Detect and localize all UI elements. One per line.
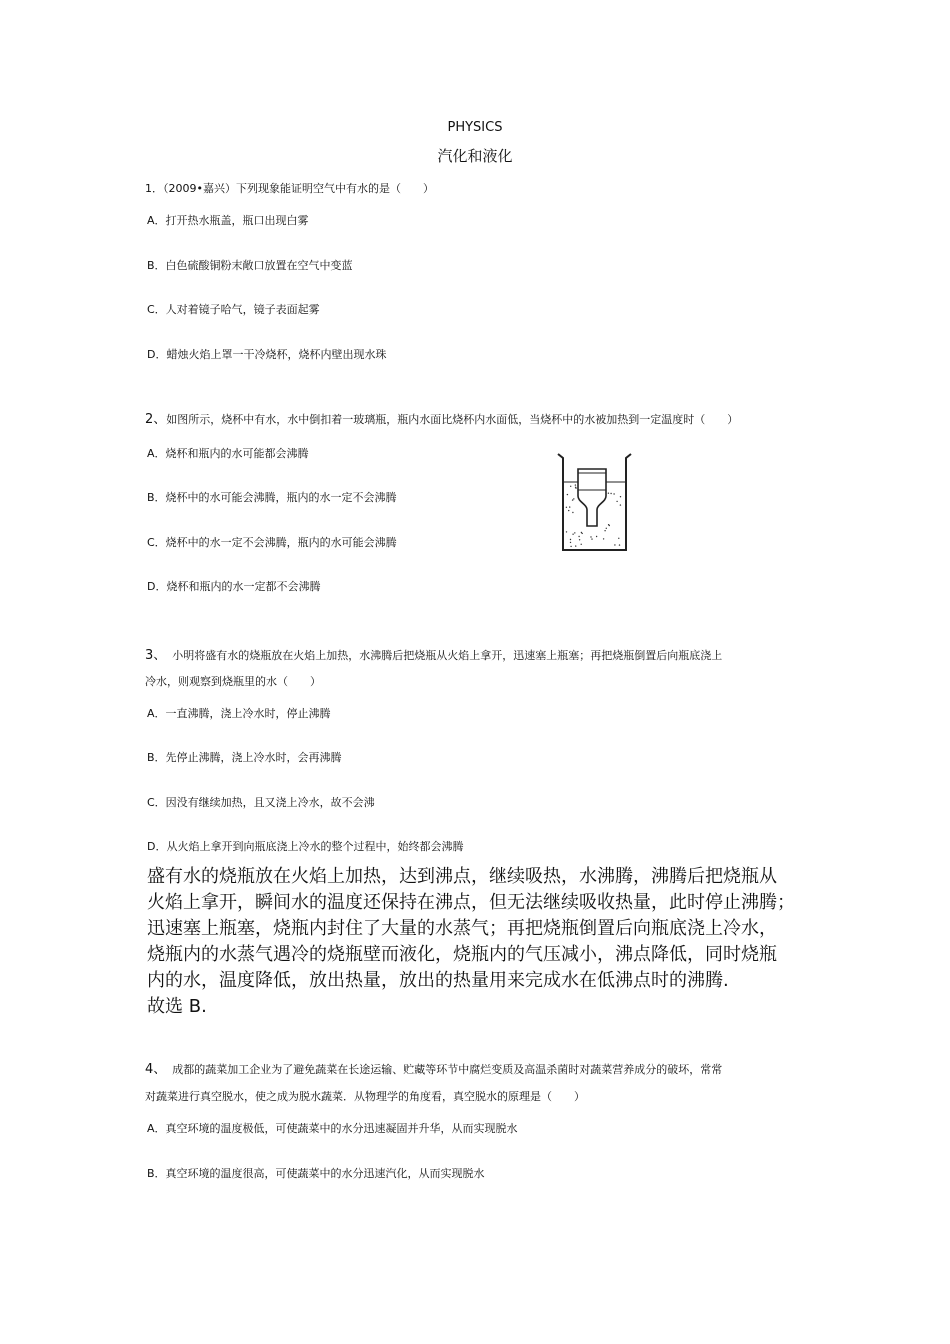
question-3-option-a[interactable]: A．一直沸腾，浇上冷水时，停止沸腾 <box>147 707 331 720</box>
water-dot <box>606 528 607 529</box>
water-dot <box>575 487 576 488</box>
question-4-stem-line-1: 成都的蔬菜加工企业为了避免蔬菜在长途运输、贮藏等环节中腐烂变质及高温杀菌时对蔬菜营养成分的破坏，常常 <box>172 1063 723 1076</box>
question-2-stem-row <box>145 408 738 427</box>
water-dot <box>616 501 617 502</box>
water-dot <box>566 531 567 532</box>
water-dot <box>574 532 575 533</box>
answer-explanation <box>147 864 795 1020</box>
water-dot <box>575 484 576 485</box>
answer-line-6: 故选 B. <box>147 996 207 1017</box>
question-1-option-d[interactable]: D．蜡烛火焰上罩一干冷烧杯，烧杯内壁出现水珠 <box>147 348 387 361</box>
question-2-number: 2、 <box>145 412 167 427</box>
water-dot <box>567 494 568 495</box>
water-dot <box>572 534 573 535</box>
question-4-stem-row <box>145 1058 722 1077</box>
water-dot <box>608 493 609 494</box>
question-1-option-b[interactable]: B．白色硫酸铜粉末敞口放置在空气中变蓝 <box>147 259 353 272</box>
water-dot <box>570 542 571 543</box>
water-dot <box>566 507 567 508</box>
water-dot <box>620 504 621 505</box>
question-1-stem: 1．（2009•嘉兴）下列现象能证明空气中有水的是（ ） <box>145 182 434 195</box>
question-3-option-d[interactable]: D．从火焰上拿开到向瓶底浇上冷水的整个过程中，始终都会沸腾 <box>147 840 464 853</box>
question-2-option-b[interactable]: B．烧杯中的水可能会沸腾，瓶内的水一定不会沸腾 <box>147 491 397 504</box>
answer-line-2: 火焰上拿开，瞬间水的温度还保持在沸点，但无法继续吸收热量，此时停止沸腾； <box>147 892 795 913</box>
answer-line-3: 迅速塞上瓶塞，烧瓶内封住了大量的水蒸气；再把烧瓶倒置后向瓶底浇上冷水， <box>147 918 777 939</box>
question-2-stem: 如图所示，烧杯中有水，水中倒扣着一玻璃瓶，瓶内水面比烧杯内水面低，当烧杯中的水被加热到一定温度时（ ） <box>166 413 739 426</box>
question-3-number: 3、 <box>145 648 167 663</box>
page-title: PHYSICS <box>447 120 503 135</box>
water-dot <box>570 546 571 547</box>
answer-line-5: 内的水，温度降低，放出热量，放出的热量用来完成水在低沸点时的沸腾. <box>147 970 729 991</box>
question-2-option-c[interactable]: C．烧杯中的水一定不会沸腾，瓶内的水可能会沸腾 <box>147 536 397 549</box>
question-3-option-c[interactable]: C．因没有继续加热，且又浇上冷水，故不会沸 <box>147 796 375 809</box>
answer-line-4: 烧瓶内的水蒸气遇冷的烧瓶壁而液化，烧瓶内的气压减小，沸点降低，同时烧瓶 <box>147 944 777 965</box>
water-dot <box>569 506 570 507</box>
water-dot <box>578 536 579 537</box>
water-dot <box>581 544 582 545</box>
water-dot <box>575 545 576 546</box>
water-dot <box>572 499 573 500</box>
water-dot <box>581 532 582 533</box>
water-dot <box>620 496 621 497</box>
water-dot <box>572 512 573 513</box>
water-dot <box>570 539 571 540</box>
question-2-option-a[interactable]: A．烧杯和瓶内的水可能都会沸腾 <box>147 447 309 460</box>
water-dot <box>573 498 574 499</box>
water-dot <box>579 539 580 540</box>
water-dot <box>591 538 592 539</box>
water-dot <box>618 538 619 539</box>
question-1-option-a[interactable]: A．打开热水瓶盖，瓶口出现白雾 <box>147 214 309 227</box>
question-3-stem-line-1: 小明将盛有水的烧瓶放在火焰上加热，水沸腾后把烧瓶从火焰上拿开，迅速塞上瓶塞；再把烧瓶倒置后向瓶底浇上 <box>172 649 723 662</box>
water-dot <box>608 524 609 525</box>
question-4-option-a[interactable]: A．真空环境的温度极低，可使蔬菜中的水分迅速凝固并升华，从而实现脱水 <box>147 1122 518 1135</box>
question-3-stem-line-2: 冷水，则观察到烧瓶里的水（ ） <box>145 675 321 688</box>
water-dot <box>613 493 614 494</box>
water-dot <box>619 544 620 545</box>
water-dot <box>614 544 615 545</box>
water-dot <box>610 493 611 494</box>
question-4-stem-line-2: 对蔬菜进行真空脱水，使之成为脱水蔬菜．从物理学的角度看，真空脱水的原理是（ ） <box>145 1090 585 1103</box>
water-dot <box>604 530 605 531</box>
question-3-option-b[interactable]: B．先停止沸腾，浇上冷水时，会再沸腾 <box>147 751 342 764</box>
water-dot <box>570 486 571 487</box>
question-3-stem-row <box>145 644 722 663</box>
question-4-option-b[interactable]: B．真空环境的温度很高，可使蔬菜中的水分迅速汽化，从而实现脱水 <box>147 1167 485 1180</box>
water-dot <box>568 510 569 511</box>
question-2-option-d[interactable]: D．烧杯和瓶内的水一定都不会沸腾 <box>147 580 321 593</box>
water-dot <box>590 536 591 537</box>
beaker-inverted-bottle-figure <box>555 452 635 554</box>
question-4-number: 4、 <box>145 1062 167 1077</box>
water-dot <box>596 536 597 537</box>
page-subtitle: 汽化和液化 <box>437 147 513 165</box>
question-1-option-c[interactable]: C．人对着镜子哈气，镜子表面起雾 <box>147 303 320 316</box>
water-dot <box>603 538 604 539</box>
answer-line-1: 盛有水的烧瓶放在火焰上加热，达到沸点，继续吸热，水沸腾，沸腾后把烧瓶从 <box>147 866 777 887</box>
